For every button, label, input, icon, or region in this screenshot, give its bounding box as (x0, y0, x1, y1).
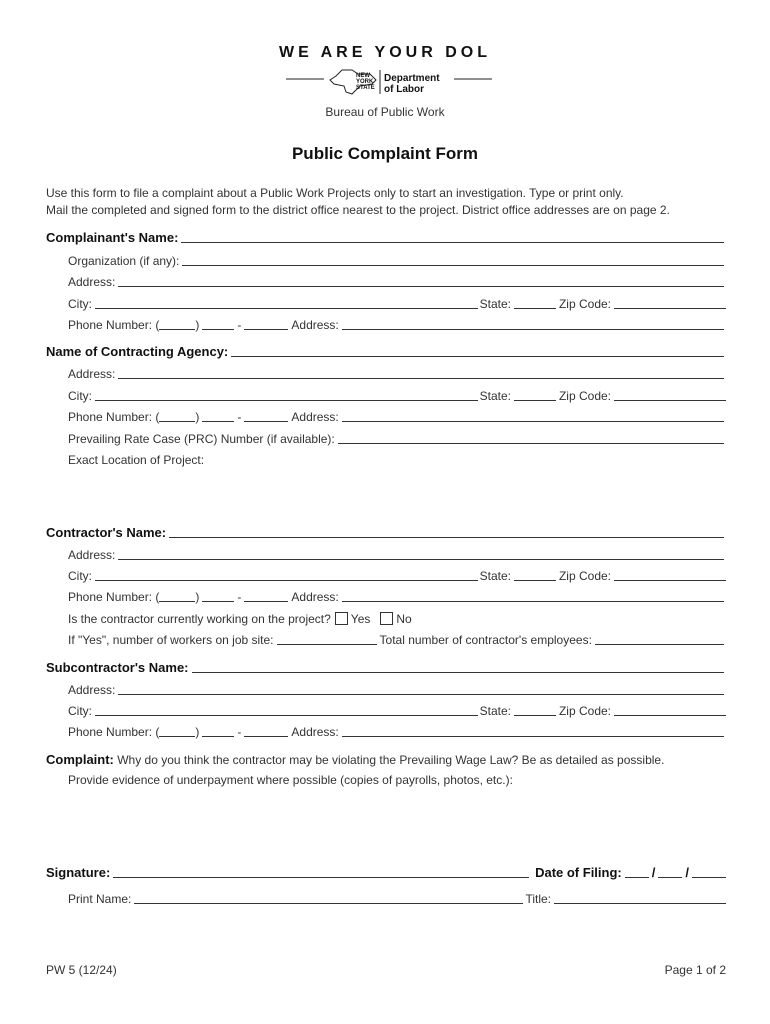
agency-address2-field[interactable] (342, 420, 724, 422)
contractor-address-field[interactable] (118, 558, 724, 560)
phone-label: Phone Number: ( (68, 725, 160, 739)
address-label: Address: (68, 683, 116, 697)
complainant-state-field[interactable] (514, 307, 556, 309)
logo-dept-line2: of Labor (384, 84, 424, 95)
subcontractor-phone-prefix-field[interactable] (202, 735, 234, 737)
subcontractor-city-row (68, 700, 726, 718)
address-label: Address: (291, 590, 339, 604)
contractor-address2-field[interactable] (342, 600, 724, 602)
phone-dash: - (237, 725, 242, 739)
subcontractor-address-field[interactable] (118, 693, 724, 695)
agency-state-field[interactable] (514, 399, 556, 401)
contractor-city-field[interactable] (95, 579, 478, 581)
subcontractor-zip-field[interactable] (614, 714, 726, 716)
contractor-zip-field[interactable] (614, 579, 726, 581)
city-label: City: (68, 569, 92, 583)
phone-dash: - (237, 410, 242, 424)
subcontractor-name-label: Subcontractor's Name: (46, 660, 189, 675)
filing-day-field[interactable] (658, 876, 682, 878)
yes-checkbox[interactable] (335, 612, 348, 625)
subcontractor-phone-row (68, 721, 726, 739)
date-slash-2: / (685, 865, 689, 880)
subcontractor-name-field[interactable] (192, 671, 724, 673)
yes-label: Yes (350, 612, 371, 626)
agency-phone-row (68, 406, 726, 424)
no-label: No (396, 612, 412, 626)
prc-field[interactable] (338, 442, 724, 444)
exact-location-row (68, 449, 726, 467)
agency-phone-line-field[interactable] (244, 420, 288, 422)
organization-row (68, 250, 726, 268)
total-employees-label: Total number of contractor's employees: (379, 633, 592, 647)
contractor-name-field[interactable] (169, 536, 724, 538)
workers-row (68, 629, 726, 647)
working-question-label: Is the contractor currently working on the project? (68, 612, 331, 626)
signature-row (46, 862, 726, 880)
contractor-state-field[interactable] (514, 579, 556, 581)
address-label: Address: (68, 275, 116, 289)
zip-label: Zip Code: (558, 569, 611, 583)
phone-paren: ) (195, 318, 200, 332)
workers-on-site-field[interactable] (277, 643, 377, 645)
phone-label: Phone Number: ( (68, 318, 160, 332)
subcontractor-city-field[interactable] (95, 714, 478, 716)
organization-label: Organization (if any): (68, 254, 180, 268)
agency-city-row (68, 385, 726, 403)
complainant-name-label: Complainant's Name: (46, 230, 179, 245)
contractor-area-code-field[interactable] (159, 600, 195, 602)
contracting-agency-label: Name of Contracting Agency: (46, 344, 229, 359)
date-slash-1: / (651, 865, 656, 880)
complainant-phone-row (68, 314, 726, 332)
filing-month-field[interactable] (625, 876, 649, 878)
complaint-evidence-label: Provide evidence of underpayment where possible (copies of payrolls, photos, etc.): (68, 773, 513, 787)
address-label: Address: (68, 548, 116, 562)
address-label: Address: (291, 318, 339, 332)
complaint-label: Complaint: (46, 752, 114, 767)
contractor-name-row (46, 522, 726, 540)
contractor-address-row (68, 544, 726, 562)
address-label: Address: (291, 725, 339, 739)
prc-row (68, 428, 726, 446)
city-label: City: (68, 704, 92, 718)
state-label: State: (479, 569, 511, 583)
complainant-city-row (68, 293, 726, 311)
agency-phone-prefix-field[interactable] (202, 420, 234, 422)
form-title: Public Complaint Form (291, 144, 479, 163)
phone-dash: - (237, 590, 242, 604)
zip-label: Zip Code: (558, 297, 611, 311)
city-label: City: (68, 297, 92, 311)
phone-paren: ) (195, 590, 200, 604)
contracting-agency-row (46, 341, 726, 359)
intro-line-2: Mail the completed and signed form to the district office nearest to the project. District office addresses are on page 2. (46, 203, 670, 217)
logo-state-line2: YORK (356, 79, 374, 85)
no-checkbox[interactable] (380, 612, 393, 625)
total-employees-field[interactable] (595, 643, 724, 645)
complainant-address-row (68, 271, 726, 289)
filing-year-field[interactable] (692, 876, 726, 878)
prc-label: Prevailing Rate Case (PRC) Number (if available): (68, 432, 335, 446)
organization-field[interactable] (182, 264, 724, 266)
exact-location-field[interactable] (68, 470, 726, 516)
signature-label: Signature: (46, 865, 111, 880)
complainant-address-field[interactable] (118, 285, 724, 287)
exact-location-label: Exact Location of Project: (68, 453, 205, 467)
zip-label: Zip Code: (558, 704, 611, 718)
signature-field[interactable] (113, 876, 529, 878)
address-label: Address: (68, 367, 116, 381)
agency-city-field[interactable] (95, 399, 478, 401)
logo-state-line3: STATE (356, 85, 375, 91)
subcontractor-phone-line-field[interactable] (244, 735, 288, 737)
agency-zip-field[interactable] (614, 399, 726, 401)
bureau-name: Bureau of Public Work (325, 105, 445, 119)
city-label: City: (68, 389, 92, 403)
complainant-name-row (46, 227, 726, 245)
agency-area-code-field[interactable] (159, 420, 195, 422)
subcontractor-name-row (46, 657, 726, 675)
subcontractor-state-field[interactable] (514, 714, 556, 716)
complainant-name-field[interactable] (181, 241, 724, 243)
state-label: State: (479, 297, 511, 311)
subcontractor-address-row (68, 679, 726, 697)
complaint-evidence-row (68, 769, 726, 787)
working-question-row (68, 608, 726, 626)
contractor-phone-row (68, 586, 726, 604)
complainant-phone-line-field[interactable] (244, 328, 288, 330)
date-of-filing-label: Date of Filing: (535, 865, 622, 880)
print-name-field[interactable] (134, 902, 523, 904)
complainant-address2-field[interactable] (342, 328, 724, 330)
address-label: Address: (291, 410, 339, 424)
contractor-phone-line-field[interactable] (244, 600, 288, 602)
complainant-phone-prefix-field[interactable] (202, 328, 234, 330)
logo-state-line1: NEW (356, 73, 370, 79)
phone-paren: ) (195, 725, 200, 739)
agency-address-field[interactable] (118, 377, 724, 379)
contractor-city-row (68, 565, 726, 583)
complaint-question: Why do you think the contractor may be violating the Prevailing Wage Law? Be as detailed as possible. (113, 753, 665, 767)
state-label: State: (479, 389, 511, 403)
complainant-zip-field[interactable] (614, 307, 726, 309)
page-number: Page 1 of 2 (664, 963, 726, 977)
contractor-name-label: Contractor's Name: (46, 525, 167, 540)
phone-label: Phone Number: ( (68, 590, 160, 604)
complainant-area-code-field[interactable] (159, 328, 195, 330)
phone-label: Phone Number: ( (68, 410, 160, 424)
contractor-phone-prefix-field[interactable] (202, 600, 234, 602)
intro-line-1: Use this form to file a complaint about a Public Work Projects only to start an investigation. Type or print only. (46, 186, 624, 200)
workers-on-site-label: If "Yes", number of workers on job site: (68, 633, 274, 647)
contracting-agency-field[interactable] (231, 355, 724, 357)
print-name-row (68, 888, 726, 906)
complaint-row (46, 749, 726, 767)
title-label: Title: (525, 892, 551, 906)
subcontractor-address2-field[interactable] (342, 735, 724, 737)
zip-label: Zip Code: (558, 389, 611, 403)
agency-address-row (68, 363, 726, 381)
tagline: WE ARE YOUR DOL (278, 44, 491, 61)
phone-paren: ) (195, 410, 200, 424)
complaint-text-area[interactable] (46, 792, 726, 852)
phone-dash: - (237, 318, 242, 332)
complainant-city-field[interactable] (95, 307, 478, 309)
subcontractor-area-code-field[interactable] (159, 735, 195, 737)
form-id: PW 5 (12/24) (46, 963, 117, 977)
state-label: State: (479, 704, 511, 718)
title-field[interactable] (554, 902, 726, 904)
nys-dol-logo (286, 68, 496, 98)
logo-dept-line1: Department (384, 73, 440, 84)
print-name-label: Print Name: (68, 892, 132, 906)
